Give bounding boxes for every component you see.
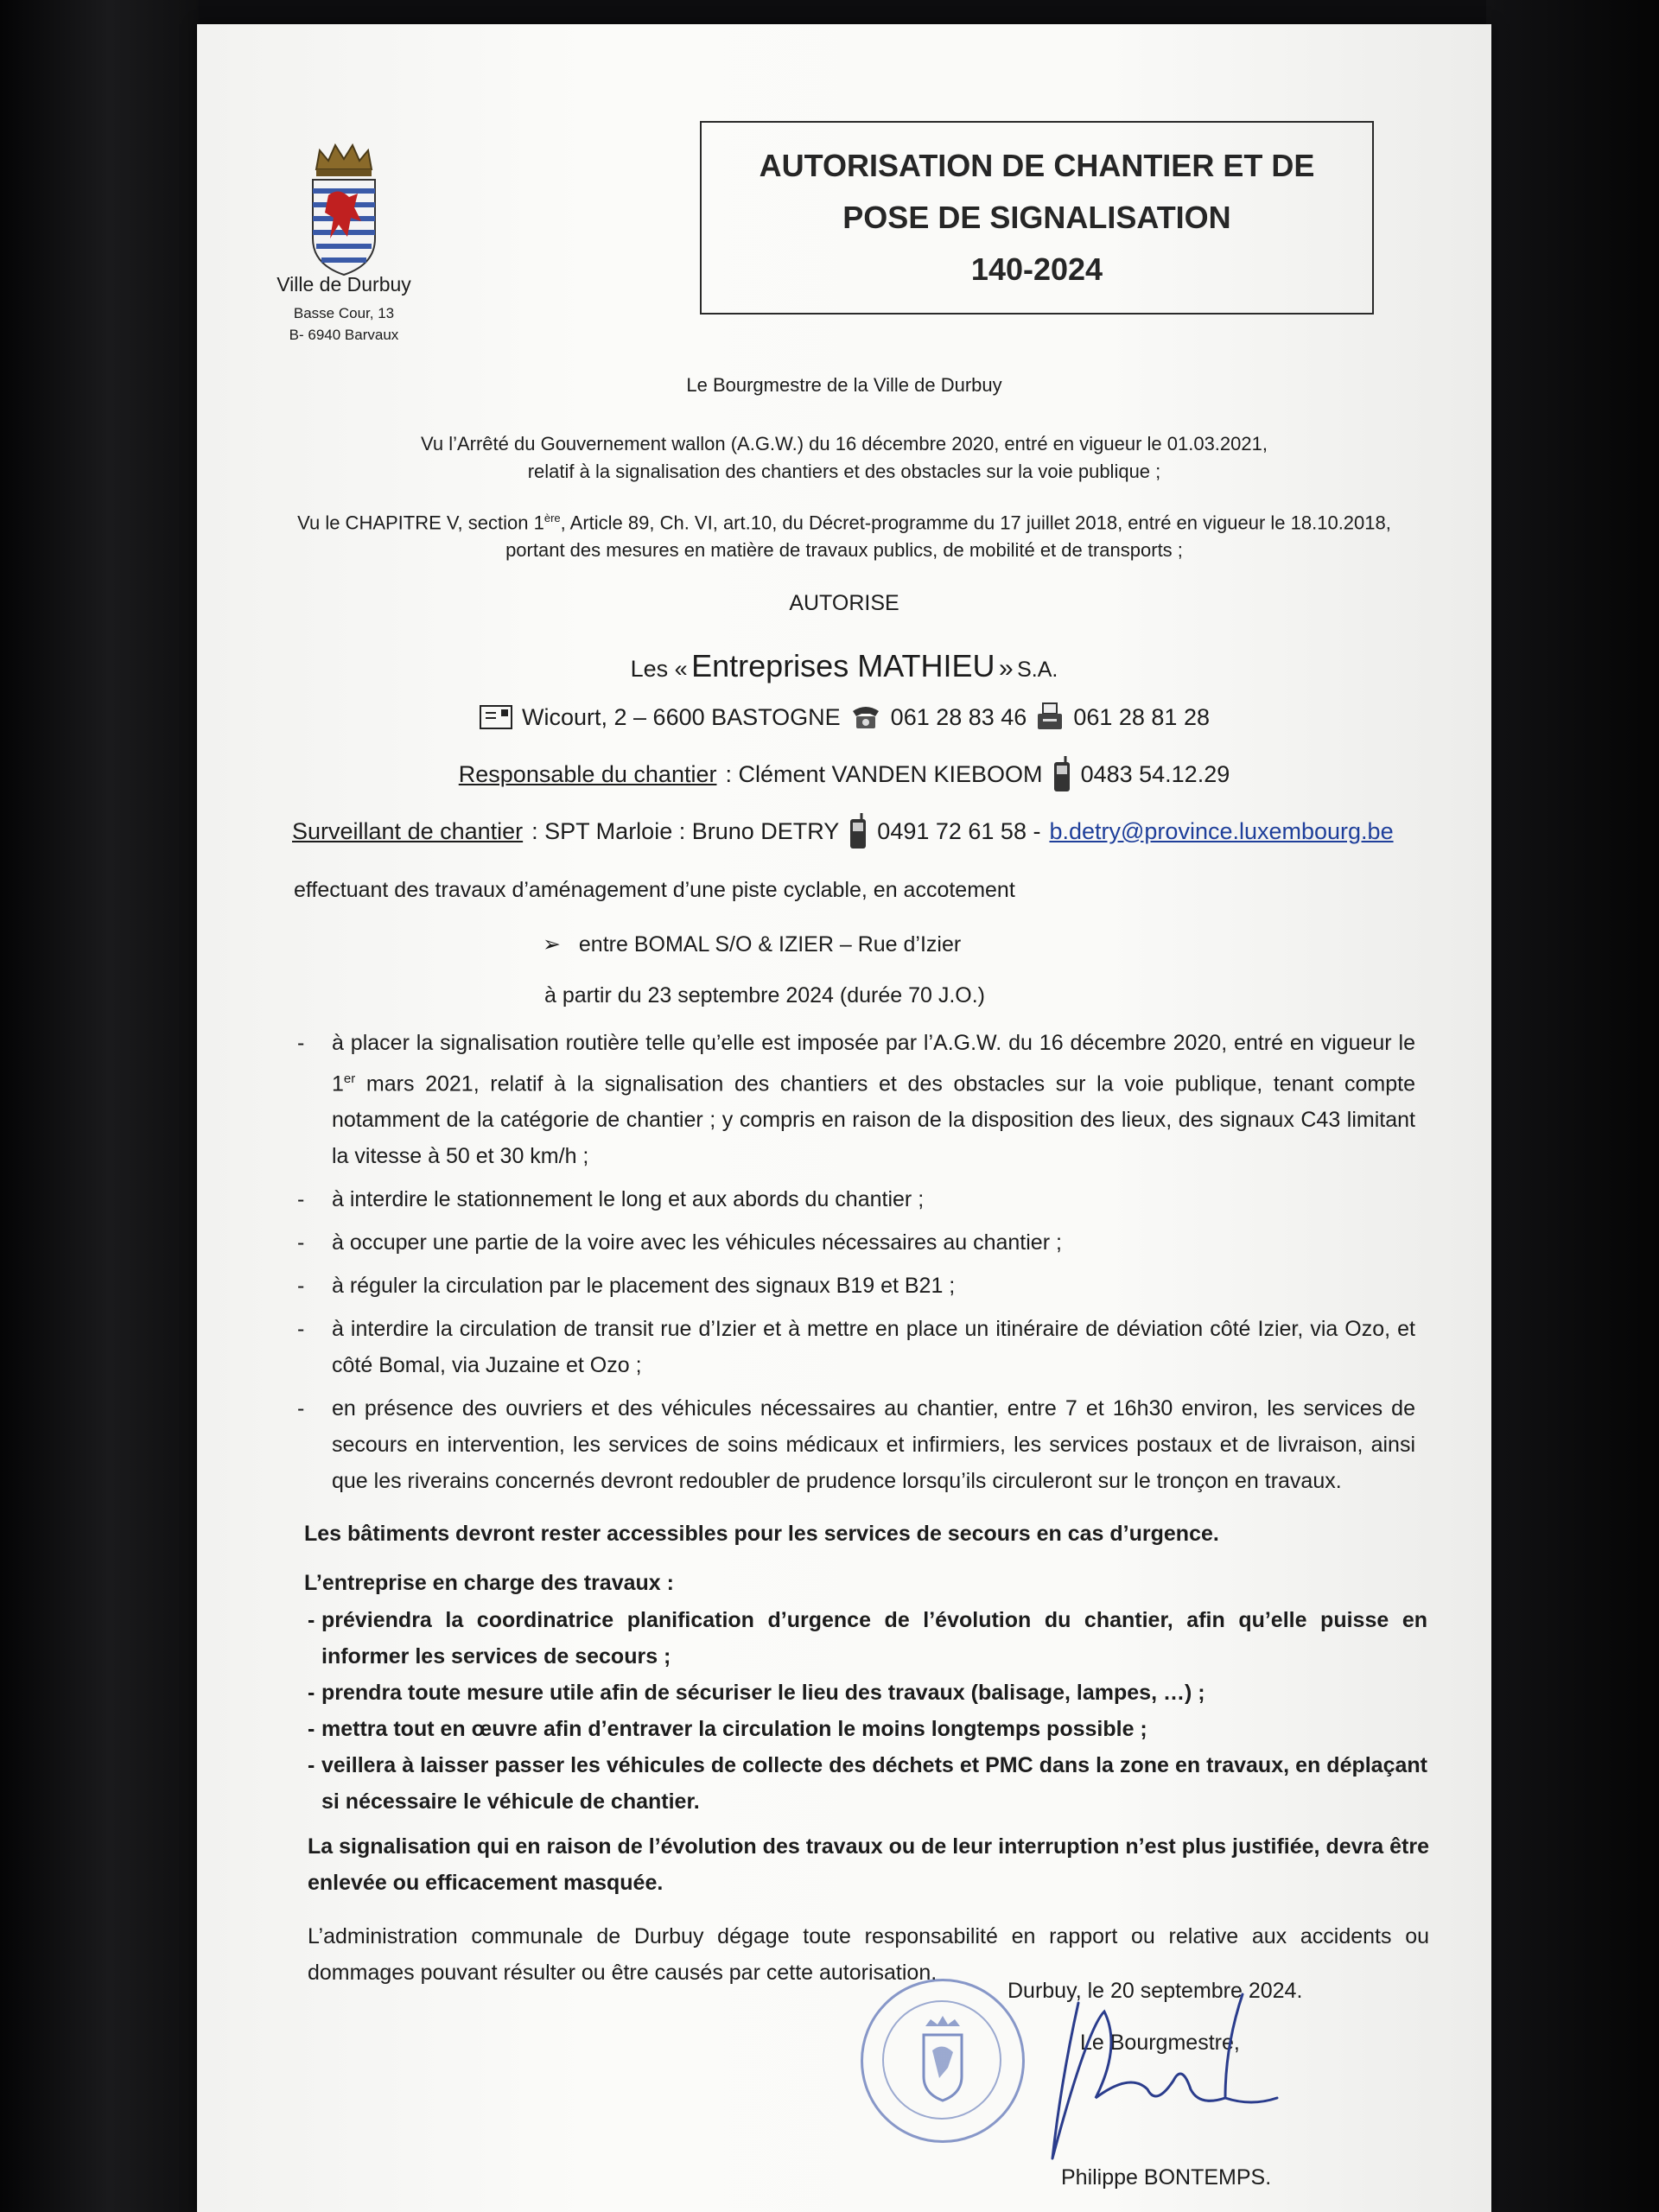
- legal-basis-1-line2: relatif à la signalisation des chantiers et des obstacles sur la voie publique ;: [527, 461, 1161, 482]
- arrow-bullet-icon: ➢: [543, 932, 561, 957]
- company-name: Entreprises MATHIEU: [691, 648, 995, 683]
- site-supervisor-phone: 0491 72 61 58 -: [877, 817, 1041, 844]
- city-crest-icon: [301, 135, 387, 282]
- obligation-item: - mettra tout en œuvre afin d’entraver la circulation le moins longtemps possible ;: [304, 1711, 1427, 1747]
- permission-item: - à interdire le stationnement le long et aux abords du chantier ;: [294, 1181, 1415, 1217]
- company-name-line: [197, 648, 1491, 684]
- permission-item: - en présence des ouvriers et des véhicules nécessaires au chantier, entre 7 et 16h30 environ, les services de secours en intervention, les services de soins médicaux et infirmiers, les services postaux et de livraison, ainsi que les riverains concernés devront redoubler de prudence lorsqu’ils circuleront sur le tronçon en travaux.: [294, 1390, 1415, 1499]
- company-legal-form: S.A.: [1017, 658, 1058, 682]
- permission-item: [294, 1025, 1415, 1174]
- permission-1-part-b: mars 2021, relatif à la signalisation des chantiers et des obstacles sur la voie publique, tenant compte notamment de la catégorie de chantier ; y compris en raison de la disposition des lieux, des signaux C43 limitant la vitesse à 50 et 30 km/h ;: [332, 1071, 1415, 1169]
- site-supervisor-label: Surveillant de chantier: [292, 817, 524, 844]
- contractor-heading: L’entreprise en charge des travaux :: [304, 1571, 674, 1595]
- permission-item: - à occuper une partie de la voire avec les véhicules nécessaires au chantier ;: [294, 1224, 1415, 1261]
- city-name: Ville de Durbuy: [276, 273, 411, 296]
- legal-basis-2-sup: ère: [543, 512, 561, 524]
- permission-1-sup: er: [343, 1071, 356, 1086]
- site-supervisor-email-link[interactable]: b.detry@province.luxembourg.be: [1049, 817, 1394, 844]
- site-supervisor-name: : SPT Marloie : Bruno DETRY: [531, 817, 840, 844]
- right-background: [1486, 0, 1659, 2212]
- site-manager-name: : Clément VANDEN KIEBOOM: [725, 760, 1043, 787]
- company-phone: 061 28 83 46: [890, 703, 1027, 730]
- place-and-date: Durbuy, le 20 septembre 2024.: [1007, 1979, 1303, 2003]
- fax-icon: [1035, 702, 1065, 733]
- company-address: Wicourt, 2 – 6600 BASTOGNE: [522, 703, 841, 730]
- handwritten-signature: [1027, 1977, 1286, 2184]
- telephone-icon: [849, 702, 882, 732]
- company-suffix: »: [998, 654, 1014, 683]
- title-line-2: POSE DE SIGNALISATION: [842, 200, 1231, 235]
- site-manager-phone: 0483 54.12.29: [1080, 760, 1230, 787]
- obligation-item: - prendra toute mesure utile afin de sécuriser le lieu des travaux (balisage, lampes, …) ;: [304, 1675, 1427, 1711]
- address-line-2: B- 6940 Barvaux: [289, 327, 399, 343]
- access-statement: Les bâtiments devront rester accessibles pour les services de secours en cas d’urgence.: [304, 1522, 1219, 1546]
- company-contact-line: [197, 702, 1491, 733]
- legal-basis-2: [197, 505, 1491, 564]
- site-manager-line: [197, 755, 1491, 793]
- municipal-seal-icon: [861, 1979, 1025, 2143]
- mail-icon: [479, 702, 513, 732]
- obligation-item: - préviendra la coordinatrice planification d’urgence de l’évolution du chantier, afin qu’elle puisse en informer les services de secours ;: [304, 1602, 1427, 1675]
- works-location: [543, 931, 961, 957]
- autorise-heading: AUTORISE: [789, 591, 899, 615]
- works-description: effectuant des travaux d’aménagement d’une piste cyclable, en accotement: [294, 878, 1015, 902]
- site-manager-label: Responsable du chantier: [458, 760, 717, 787]
- legal-basis-2-prefix: Vu le CHAPITRE V, section 1: [297, 512, 544, 534]
- city-address: [257, 302, 430, 346]
- document-title: [700, 121, 1374, 315]
- title-number: 140-2024: [970, 251, 1103, 287]
- left-background: [0, 0, 199, 2212]
- works-dates: à partir du 23 septembre 2024 (durée 70 J.O.): [544, 983, 986, 1007]
- legal-basis-1: [197, 430, 1491, 486]
- legal-basis-2-rest: , Article 89, Ch. VI, art.10, du Décret-programme du 17 juillet 2018, entré en vigueur le 18.10.2018,: [560, 512, 1391, 534]
- issuer-line: Le Bourgmestre de la Ville de Durbuy: [686, 374, 1002, 396]
- signage-removal-statement: La signalisation qui en raison de l’évolution des travaux ou de leur interruption n’est plus justifiée, devra être enlevée ou efficacement masquée.: [308, 1834, 1429, 1895]
- contractor-obligations-list: [304, 1602, 1427, 1820]
- obligation-item: - veillera à laisser passer les véhicules de collecte des déchets et PMC dans la zone en travaux, en déplaçant si nécessaire le véhicule de chantier.: [304, 1747, 1427, 1820]
- company-prefix: Les «: [630, 656, 688, 682]
- mobile-phone-icon: [848, 812, 868, 850]
- legal-basis-2-line2: portant des mesures en matière de travaux publics, de mobilité et de transports ;: [505, 539, 1183, 562]
- signatory-name: Philippe BONTEMPS.: [1061, 2165, 1272, 2190]
- permissions-list: [294, 1025, 1415, 1506]
- legal-basis-1-line1: Vu l’Arrêté du Gouvernement wallon (A.G.W.) du 16 décembre 2020, entré en vigueur le 01.03.2021,: [421, 433, 1268, 454]
- permission-item: - à interdire la circulation de transit rue d’Izier et à mettre en place un itinéraire de déviation côté Izier, via Ozo, et côté Bomal, via Juzaine et Ozo ;: [294, 1311, 1415, 1383]
- company-fax: 061 28 81 28: [1073, 703, 1210, 730]
- works-location-text: entre BOMAL S/O & IZIER – Rue d’Izier: [578, 932, 962, 957]
- site-supervisor-line: [292, 812, 1394, 850]
- signatory-role: Le Bourgmestre,: [1080, 2031, 1240, 2055]
- document-page: [197, 24, 1491, 2212]
- legal-basis-2-line1: [197, 505, 1491, 537]
- permission-item: - à réguler la circulation par le placement des signaux B19 et B21 ;: [294, 1268, 1415, 1304]
- address-line-1: Basse Cour, 13: [293, 305, 395, 321]
- mobile-phone-icon: [1052, 755, 1072, 793]
- liability-statement: L’administration communale de Durbuy dégage toute responsabilité en rapport ou relative aux accidents ou dommages pouvant résulter ou être causés par cette autorisation.: [308, 1924, 1429, 1985]
- title-line-1: AUTORISATION DE CHANTIER ET DE: [759, 148, 1315, 183]
- permission-1-part-a: à placer la signalisation routière telle qu’elle est imposée par l’A.G.W. du 16 décembre 2020, entré en vigueur le 1: [332, 1031, 1415, 1096]
- seal-emblem-icon: [863, 1981, 1022, 2140]
